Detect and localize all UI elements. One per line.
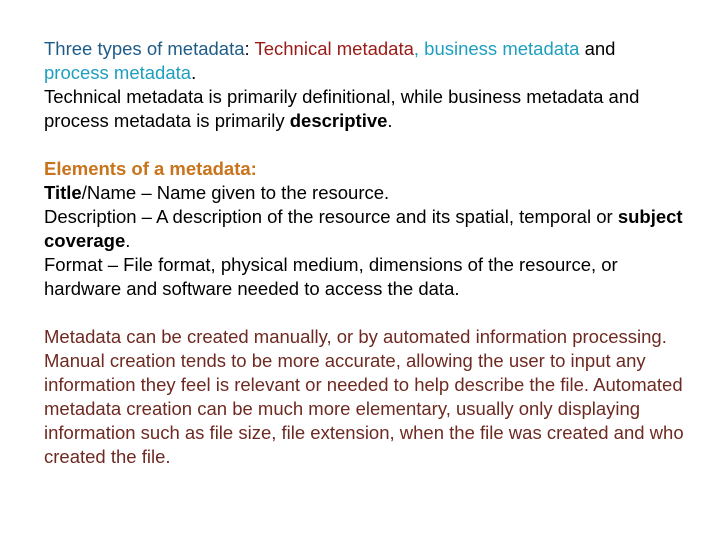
element-subject-coverage: subject coverage — [44, 206, 683, 251]
intro-descriptive: descriptive — [289, 110, 388, 131]
intro-and: and — [579, 38, 616, 59]
intro-process-metadata: process metadata — [44, 62, 192, 83]
spacer — [44, 133, 684, 157]
element-description-end: . — [125, 230, 131, 251]
intro-sentence-text: Technical metadata is primarily definitional, while business metadata and process metadata is primarily — [44, 86, 640, 131]
slide-content — [44, 37, 684, 469]
elements-paragraph — [44, 157, 684, 301]
spacer — [44, 301, 684, 325]
element-description-text: Description – A description of the resource and its spatial, temporal or — [44, 206, 618, 227]
intro-three-types: Three types of metadata — [44, 38, 245, 59]
intro-comma: , — [413, 38, 425, 59]
element-format-text: Format – File format, physical medium, dimensions of the resource, or hardware and software needed to access the data. — [44, 254, 618, 299]
intro-business-metadata: business metadata — [424, 38, 580, 59]
intro-period: . — [191, 62, 197, 83]
element-title-label: Title — [44, 182, 82, 203]
closing-paragraph: Metadata can be created manually, or by automated information processing. Manual creation tends to be more accurate, allowing the user to input any information they feel is relevant or needed to help describe the file. Automated metadata creation can be much more elementary, usually only displaying information such as file size, file extension, when the file was created and who created the file. — [44, 326, 684, 467]
elements-heading: Elements of a metadata: — [44, 158, 257, 179]
intro-paragraph — [44, 37, 684, 133]
intro-sentence-end: . — [387, 110, 393, 131]
element-title-text: /Name – Name given to the resource. — [81, 182, 390, 203]
intro-colon: : — [244, 38, 255, 59]
intro-technical-metadata: Technical metadata — [254, 38, 414, 59]
